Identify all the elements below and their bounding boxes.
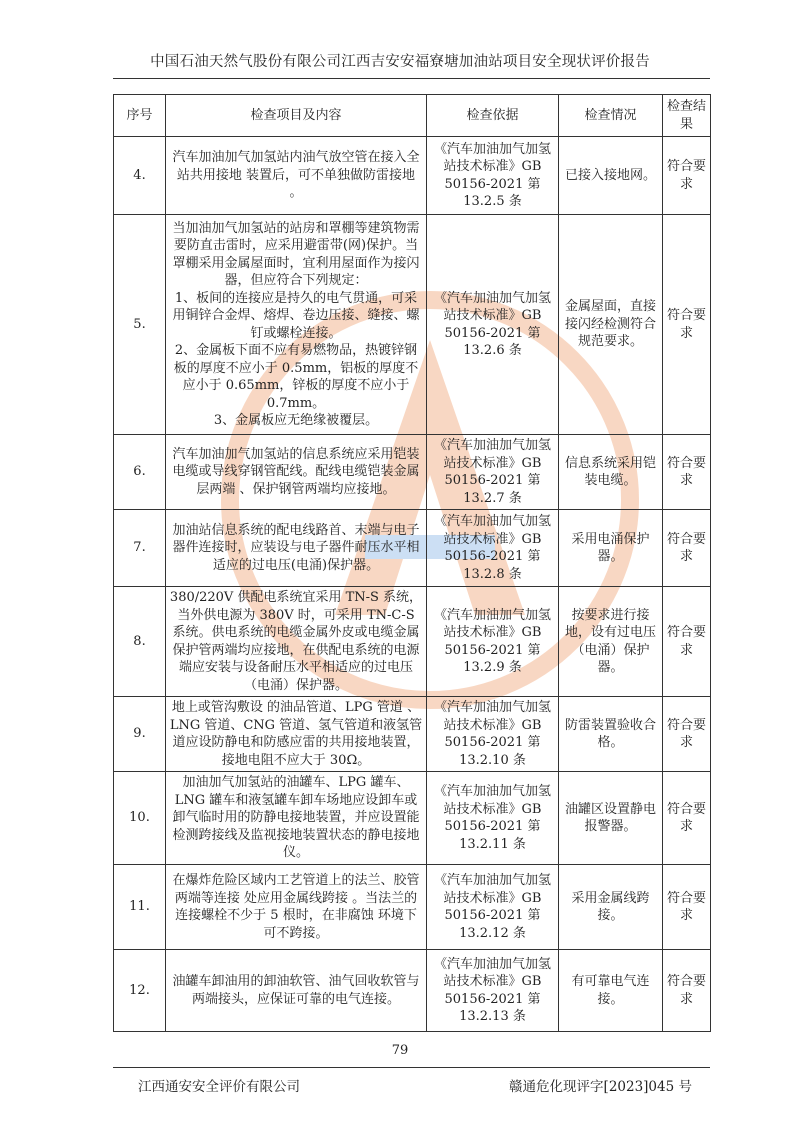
inspection-status: 信息系统采用铠装电缆。 — [559, 435, 663, 510]
content-part: 2、金属板下面不应有易燃物品，热镀锌钢板的厚度不应小于 0.5mm，铝板的厚度不应小于 0.65mm，锌板的厚度不应小于 0.7mm。 — [173, 343, 419, 411]
inspection-status: 采用电涌保护器。 — [559, 510, 663, 587]
inspection-status: 采用金属线跨接。 — [559, 865, 663, 950]
col-header-status: 检查情况 — [559, 95, 663, 137]
inspection-result: 符合要求 — [663, 137, 711, 215]
inspection-basis: 《汽车加油加气加氢站技术标准》GB 50156-2021 第13.2.9 条 — [427, 587, 559, 697]
content-part: 当加油加气加氢站的站房和罩棚等建筑物需要防直击雷时，应采用避雷带(网)保护。当罩棚采用金属屋面时，宜利用屋面作为接闪器，但应符合下列规定： — [172, 220, 420, 288]
row-number: 7. — [114, 510, 166, 587]
footer-divider — [113, 1067, 710, 1068]
table-row — [114, 950, 711, 1032]
inspection-table — [113, 94, 711, 1032]
table-row — [114, 215, 711, 435]
inspection-result: 符合要求 — [663, 697, 711, 772]
inspection-basis: 《汽车加油加气加氢站技术标准》GB 50156-2021 第13.2.13 条 — [427, 950, 559, 1032]
inspection-basis: 《汽车加油加气加氢站技术标准》GB 50156-2021 第13.2.8 条 — [427, 510, 559, 587]
row-number: 8. — [114, 587, 166, 697]
inspection-content: 油罐车卸油用的卸油软管、油气回收软管与两端接头，应保证可靠的电气连接。 — [166, 950, 427, 1032]
footer-company: 江西通安安全评价有限公司 — [138, 1079, 300, 1095]
row-number: 11. — [114, 865, 166, 950]
table-row — [114, 435, 711, 510]
inspection-content — [166, 215, 427, 435]
header-divider — [113, 78, 710, 79]
table-row — [114, 510, 711, 587]
table-row — [114, 587, 711, 697]
inspection-result: 符合要求 — [663, 215, 711, 435]
inspection-basis: 《汽车加油加气加氢站技术标准》GB 50156-2021 第13.2.6 条 — [427, 215, 559, 435]
inspection-content: 汽车加油加气加氢站内油气放空管在接入全站共用接地 装置后，可不单独做防雷接地 。 — [166, 137, 427, 215]
page-number: 79 — [391, 1043, 409, 1058]
inspection-content: 加油站信息系统的配电线路首、末端与电子器件连接时，应装设与电子器件耐压水平相适应的过电压(电涌)保护器。 — [166, 510, 427, 587]
inspection-basis: 《汽车加油加气加氢站技术标准》GB 50156-2021 第13.2.12 条 — [427, 865, 559, 950]
col-header-result: 检查结果 — [663, 95, 711, 137]
content-part: 1、板间的连接应是持久的电气贯通，可采用铜锌合金焊、熔焊、卷边压接、缝接、螺钉或螺栓连接。 — [172, 290, 420, 341]
inspection-content: 汽车加油加气加氢站的信息系统应采用铠装电缆或导线穿钢管配线。配线电缆铠装金属层两端 、保护钢管两端均应接地。 — [166, 435, 427, 510]
content-part: 3、金属板应无绝缘被覆层。 — [213, 413, 379, 428]
inspection-content: 加油加气加氢站的油罐车、LPG 罐车、LNG 罐车和液氢罐车卸车场地应设卸车或卸气临时用的防静电接地装置，并应设置能检测跨接线及监视接地装置状态的静电接地仪。 — [166, 772, 427, 865]
inspection-status: 金属屋面，直接接闪经检测符合规范要求。 — [559, 215, 663, 435]
row-number: 9. — [114, 697, 166, 772]
inspection-status: 有可靠电气连接。 — [559, 950, 663, 1032]
row-number: 12. — [114, 950, 166, 1032]
page-header-title: 中国石油天然气股份有限公司江西吉安安福寮塘加油站项目安全现状评价报告 — [150, 54, 650, 70]
inspection-basis: 《汽车加油加气加氢站技术标准》GB 50156-2021 第13.2.5 条 — [427, 137, 559, 215]
inspection-result: 符合要求 — [663, 865, 711, 950]
table-row — [114, 865, 711, 950]
table-header-row — [114, 95, 711, 137]
inspection-result: 符合要求 — [663, 510, 711, 587]
inspection-content: 地上或管沟敷设 的油品管道、LPG 管道 、LNG 管道、CNG 管道、氢气管道和液氢管道应设防静电和防感应雷的共用接地装置，接地电阻不应大于 30Ω。 — [166, 697, 427, 772]
inspection-status: 油罐区设置静电报警器。 — [559, 772, 663, 865]
inspection-result: 符合要求 — [663, 950, 711, 1032]
inspection-basis: 《汽车加油加气加氢站技术标准》GB 50156-2021 第13.2.11 条 — [427, 772, 559, 865]
row-number: 6. — [114, 435, 166, 510]
inspection-result: 符合要求 — [663, 587, 711, 697]
inspection-status: 防雷装置验收合格。 — [559, 697, 663, 772]
inspection-result: 符合要求 — [663, 435, 711, 510]
inspection-status: 按要求进行接地，设有过电压（电涌）保护器。 — [559, 587, 663, 697]
inspection-result: 符合要求 — [663, 772, 711, 865]
inspection-basis: 《汽车加油加气加氢站技术标准》GB 50156-2021 第13.2.7 条 — [427, 435, 559, 510]
row-number: 4. — [114, 137, 166, 215]
row-number: 5. — [114, 215, 166, 435]
table-row — [114, 137, 711, 215]
row-number: 10. — [114, 772, 166, 865]
col-header-basis: 检查依据 — [427, 95, 559, 137]
inspection-content: 380/220V 供配电系统宜采用 TN-S 系统，当外供电源为 380V 时，可采用 TN-C-S 系统。供电系统的电缆金属外皮或电缆金属保护管两端均应接地，在供配电系统的电源端应安装与设备耐压水平相适应的过电压（电涌）保护器。 — [166, 587, 427, 697]
inspection-basis: 《汽车加油加气加氢站技术标准》GB 50156-2021 第13.2.10 条 — [427, 697, 559, 772]
table-row — [114, 697, 711, 772]
col-header-no: 序号 — [114, 95, 166, 137]
inspection-status: 已接入接地网。 — [559, 137, 663, 215]
col-header-content: 检查项目及内容 — [166, 95, 427, 137]
inspection-content: 在爆炸危险区域内工艺管道上的法兰、胶管两端等连接 处应用金属线跨接 。当法兰的连接螺栓不少于 5 根时，在非腐蚀 环境下可不跨接。 — [166, 865, 427, 950]
footer-doc-number: 赣通危化现评字[2023]045 号 — [509, 1079, 692, 1095]
table-row — [114, 772, 711, 865]
